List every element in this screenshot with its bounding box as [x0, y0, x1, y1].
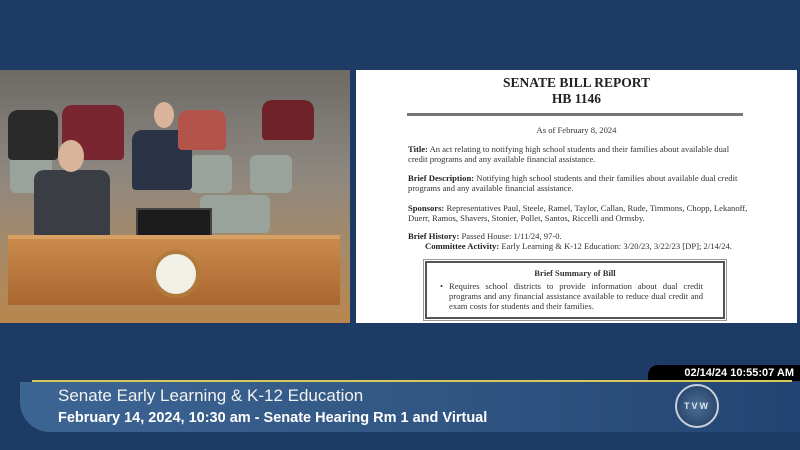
bill-report-document [356, 70, 797, 323]
bill-number: HB 1146 [551, 91, 602, 106]
audience-member [8, 110, 58, 160]
hearing-room-video [0, 70, 350, 323]
title-label: Title: [408, 144, 428, 154]
brief-history-label: Brief History: [408, 231, 460, 241]
committee-activity-text: Early Learning & K-12 Education: 3/20/23, 3/22/23 [DP]; 2/14/24. [501, 241, 732, 251]
brief-history-text: Passed House: 1/11/24, 97-0. [461, 231, 562, 241]
brief-description-section [408, 173, 748, 193]
sponsors-section [408, 203, 748, 223]
tvw-logo-icon: TVW [675, 384, 719, 428]
chair [190, 155, 232, 193]
brief-history-section [408, 231, 748, 251]
wall-clock [152, 250, 200, 298]
speaker-head [58, 140, 84, 172]
committee-activity [408, 241, 748, 251]
brief-summary-box [425, 261, 725, 319]
title-text: An act relating to notifying high school students and their families about available dual credit programs and any available financial assistance. [408, 144, 730, 164]
session-info: February 14, 2024, 10:30 am - Senate Hearing Rm 1 and Virtual [58, 410, 488, 426]
audience-member [262, 100, 314, 140]
committee-activity-label: Committee Activity: [425, 241, 500, 251]
audience-member [178, 110, 226, 150]
divider [407, 113, 743, 116]
speaker [34, 170, 110, 240]
brief-description-label: Brief Description: [408, 173, 475, 183]
lower-third-banner [20, 382, 800, 432]
timestamp: 02/14/24 10:55:07 AM [648, 365, 800, 381]
report-heading: SENATE BILL REPORT [502, 75, 651, 90]
sponsors-text: Representatives Paul, Steele, Ramel, Taylor, Callan, Rude, Timmons, Chopp, Lekanoff, Duerr, Ramos, Shavers, Stonier, Pollet, Santos, Riccelli and Ormsby. [408, 203, 748, 223]
audience-head [154, 102, 174, 128]
brief-description-text: Notifying high school students and their families about available dual credit programs and any available financial assistance. [408, 173, 738, 193]
chair [250, 155, 292, 193]
title-section [408, 144, 748, 164]
as-of-date: As of February 8, 2024 [536, 125, 617, 135]
sponsors-label: Sponsors: [408, 203, 445, 213]
summary-bullet: • Requires school districts to provide information about dual credit programs and any financial assistance available to reduce dual credit and exam costs for students and their families. [449, 281, 703, 311]
summary-title: Brief Summary of Bill [534, 268, 616, 278]
committee-name: Senate Early Learning & K-12 Education [58, 386, 364, 405]
